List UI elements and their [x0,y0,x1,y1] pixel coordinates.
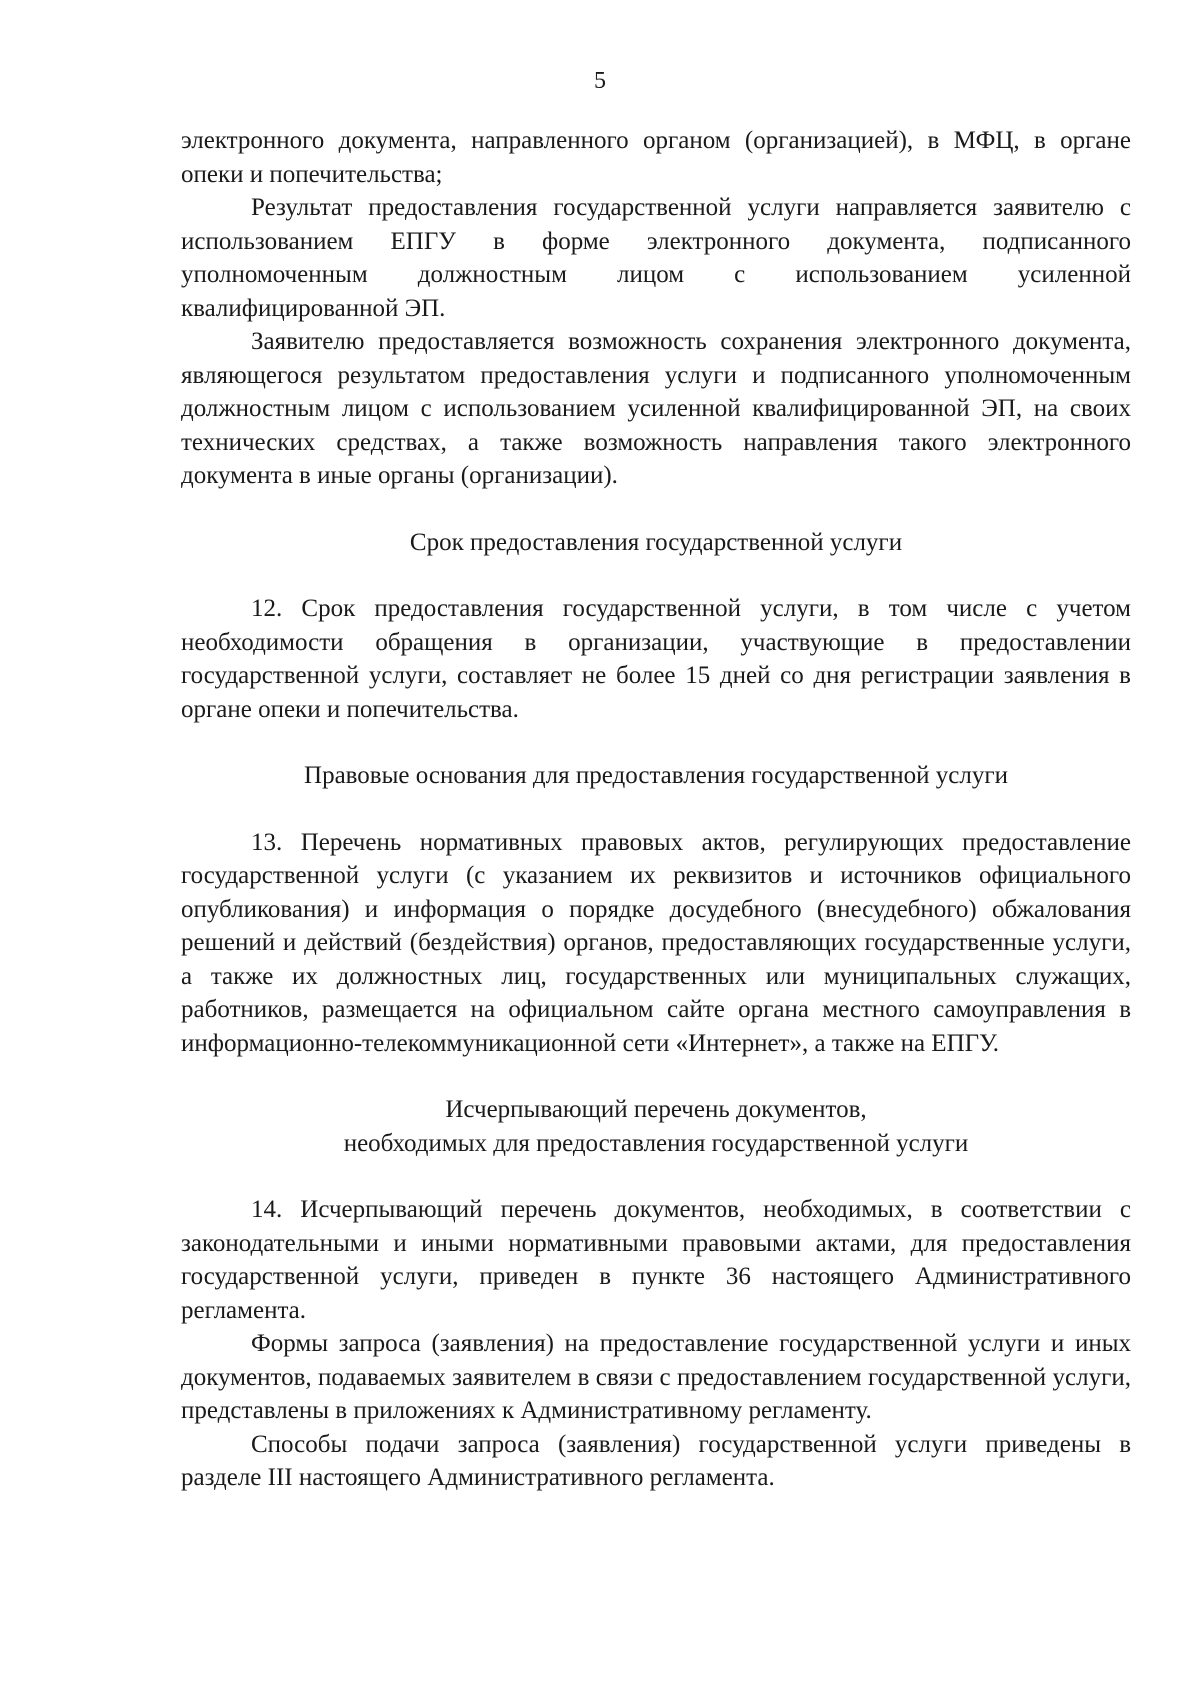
paragraph-save-option: Заявителю предоставляется возможность сохранения электронного документа, являющегося результатом предоставления услуги и подписанного уполномоченным должностным лицом с использованием усиленной квалифицированной ЭП, на своих технических средствах, а также возможность направления такого электронного документа в иные органы (организации). [181,328,1131,489]
paragraph-continuation: электронного документа, направленного органом (организацией), в МФЦ, в органе опеки и попечительства; [181,127,1131,188]
page-number: 5 [594,68,606,94]
paragraph-submission-methods: Способы подачи запроса (заявления) государственной услуги приведены в разделе III настоящего Административного регламента. [181,1430,1131,1491]
section-heading-documents-line-2: необходимых для предоставления государственной услуги [343,1129,969,1157]
paragraph-request-forms: Формы запроса (заявления) на предоставление государственной услуги и иных документов, подаваемых заявителем в связи с предоставлением государственной услуги, представлены в приложениях к Административному регламенту. [181,1330,1131,1424]
paragraph-item-14: 14. Исчерпывающий перечень документов, необходимых, в соответствии с законодательными и иными нормативными правовыми актами, для предоставления государственной услуги, приведен в пункте 36 настоящего Административного регламента. [181,1196,1131,1324]
document-body [181,124,1131,1495]
paragraph-result-delivery: Результат предоставления государственной услуги направляется заявителю с использованием ЕПГУ в форме электронного документа, подписанного уполномоченным должностным лицом с использованием усиленной квалифицированной ЭП. [181,194,1131,322]
section-heading-term: Срок предоставления государственной услуги [409,528,903,556]
paragraph-item-12: 12. Срок предоставления государственной услуги, в том числе с учетом необходимости обращения в организации, участвующие в предоставлении государственной услуги, составляет не более 15 дней со дня регистрации заявления в органе опеки и попечительства. [181,595,1131,723]
section-heading-documents [181,1093,1131,1160]
section-heading-documents-line-1: Исчерпывающий перечень документов, [445,1096,867,1123]
section-heading-legal-basis: Правовые основания для предоставления государственной услуги [304,762,1008,789]
paragraph-item-13: 13. Перечень нормативных правовых актов, регулирующих предоставление государственной услуги (с указанием их реквизитов и источников официального опубликования) и информация о порядке досудебного (внесудебного) обжалования решений и действий (бездействия) органов, предоставляющих государственные услуги, а также их должностных лиц, государственных или муниципальных служащих, работников, размещается на официальном сайте органа местного самоуправления в информационно-телекоммуникационной сети «Интернет», а также на ЕПГУ. [181,828,1131,1057]
